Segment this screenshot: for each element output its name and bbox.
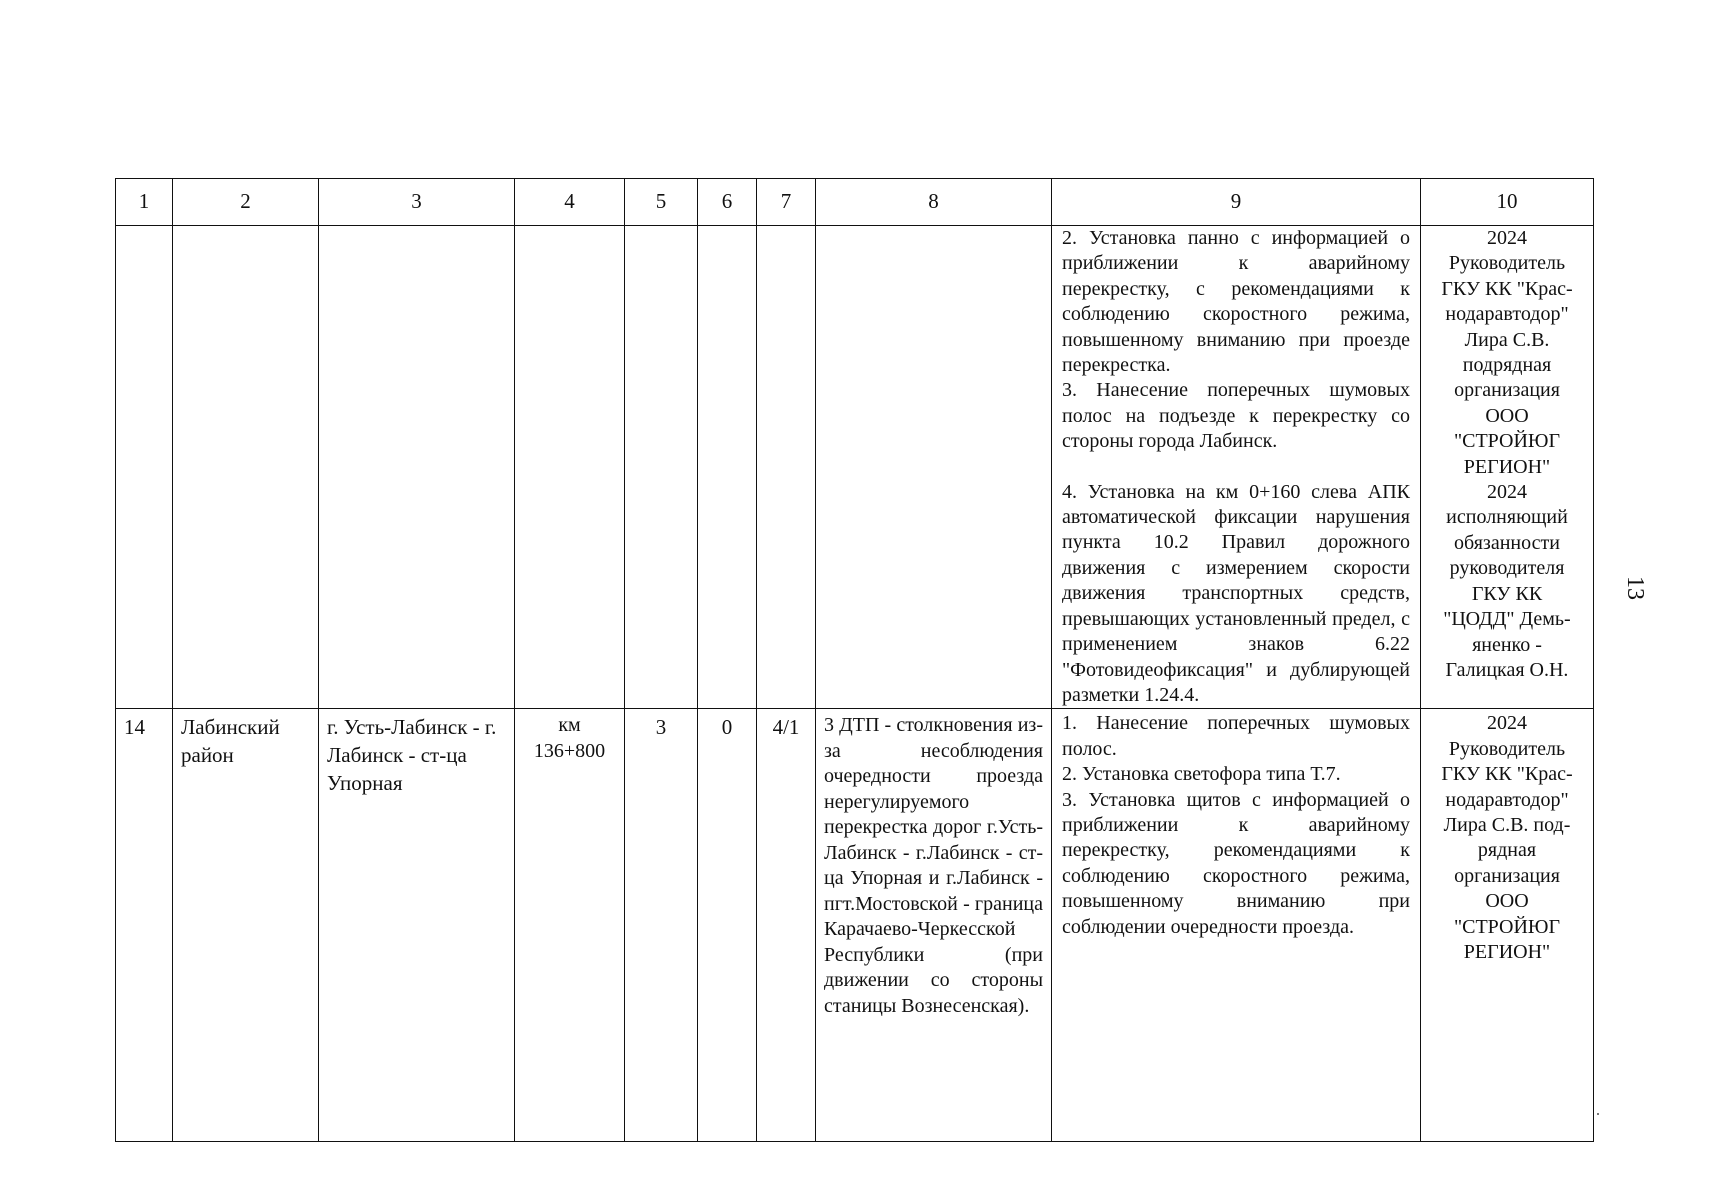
location-unit: км bbox=[558, 714, 581, 737]
cell-empty bbox=[625, 226, 698, 709]
column-header-6: 6 bbox=[698, 179, 757, 226]
measure-item: 2. Установка светофора типа Т.7. bbox=[1062, 763, 1341, 786]
accidents-description: 3 ДТП - столкновения из-за несоблюдения очередности проезда нерегулируемого перекрестка дорог г.Усть-Лабинск - г.Лабинск - ст-ца Упорная и г.Лабинск - пгт.Мостовской - граница Карачаево-Черкесской Республики (при движении со стороны станицы Вознесенская). bbox=[824, 714, 1043, 1017]
responsible-line: РЕГИОН" bbox=[1463, 940, 1551, 963]
column-header-1: 1 bbox=[116, 179, 173, 226]
page-number: 13 bbox=[1622, 576, 1648, 600]
measures-cell bbox=[1052, 226, 1421, 709]
measures-cell bbox=[1052, 709, 1421, 1142]
responsible-line: обязанности bbox=[1454, 531, 1560, 554]
responsible-line: Руководитель bbox=[1448, 252, 1566, 275]
measure-item: 3. Установка щитов с информацией о приближении к аварийному перекрестку, рекомендациями к соблюдению скоростного режима, повышенному вниманию при соблюдении очередности проезда. bbox=[1062, 788, 1410, 938]
responsible-line: яненко - bbox=[1472, 633, 1542, 656]
cell-empty bbox=[515, 226, 625, 709]
column-header-10: 10 bbox=[1421, 179, 1594, 226]
measure-item: 4. Установка на км 0+160 слева АПК автоматической фиксации нарушения пункта 10.2 Правил дорожного движения с измерением скорости движения транспортных средств, превышающих установленный предел, с применением знаков 6.22 "Фотовидеофиксация" и дублирующей разметки 1.24.4. bbox=[1062, 480, 1410, 706]
cell-empty bbox=[757, 226, 816, 709]
column-header-2: 2 bbox=[173, 179, 319, 226]
accidents-cell bbox=[816, 709, 1052, 1142]
responsible-line: ГКУ КК bbox=[1471, 582, 1543, 605]
col7-cell bbox=[757, 709, 816, 1142]
responsible-line: ООО bbox=[1485, 404, 1529, 427]
responsible-line: Руководитель bbox=[1448, 737, 1566, 760]
responsible-line: Лира С.В. bbox=[1464, 328, 1550, 351]
responsible-line: нодаравтодор" bbox=[1445, 788, 1569, 811]
col6-value: 0 bbox=[721, 715, 733, 740]
col6-cell bbox=[698, 709, 757, 1142]
responsible-line: "СТРОЙЮГ bbox=[1453, 430, 1561, 453]
column-header-3: 3 bbox=[319, 179, 515, 226]
col7-value: 4/1 bbox=[772, 715, 800, 740]
row-number: 14 bbox=[124, 715, 145, 740]
responsible-line: Лира С.В. под- bbox=[1443, 813, 1571, 836]
column-header-row bbox=[116, 179, 1594, 226]
responsible-line: 2024 bbox=[1487, 481, 1527, 504]
responsible-cell bbox=[1421, 709, 1594, 1142]
measure-item: 2. Установка панно с информацией о приближении к аварийному перекрестку, с рекомендациями к соблюдению скоростного режима, повышенному вниманию при проезде перекрестка. bbox=[1062, 227, 1410, 377]
responsible-cell bbox=[1421, 226, 1594, 709]
responsible-line: ГКУ КК "Крас- bbox=[1441, 763, 1573, 786]
responsible-line: "ЦОДД" Демь- bbox=[1443, 608, 1571, 631]
responsible-line: исполняющий bbox=[1446, 506, 1568, 529]
cell-empty bbox=[116, 226, 173, 709]
column-header-4: 4 bbox=[515, 179, 625, 226]
location-km: 136+800 bbox=[533, 739, 606, 762]
responsible-line: ООО bbox=[1485, 890, 1529, 913]
cell-empty bbox=[173, 226, 319, 709]
responsible-line: руководителя bbox=[1449, 557, 1565, 580]
responsible-line: подрядная bbox=[1462, 354, 1552, 377]
paragraph-gap bbox=[1062, 455, 1410, 480]
district-cell bbox=[173, 709, 319, 1142]
responsible-line: 2024 bbox=[1487, 227, 1527, 249]
measure-item: 1. Нанесение поперечных шумовых полос. bbox=[1062, 712, 1410, 760]
measure-item: 3. Нанесение поперечных шумовых полос на подъезде к перекрестку со стороны города Лабинск. bbox=[1062, 379, 1410, 453]
responsible-line: нодаравтодор" bbox=[1445, 303, 1569, 326]
column-header-9: 9 bbox=[1052, 179, 1421, 226]
cell-empty bbox=[319, 226, 515, 709]
column-header-7: 7 bbox=[757, 179, 816, 226]
cell-empty bbox=[698, 226, 757, 709]
row-number-cell bbox=[116, 709, 173, 1142]
road-name: г. Усть-Лабинск - г. Лабинск - ст-ца Упорная bbox=[327, 715, 497, 796]
responsible-line: "СТРОЙЮГ bbox=[1453, 915, 1561, 938]
table-row-14 bbox=[116, 709, 1594, 1142]
location-cell bbox=[515, 709, 625, 1142]
table-row-continuation bbox=[116, 226, 1594, 709]
col5-cell bbox=[625, 709, 698, 1142]
responsible-line: рядная bbox=[1477, 839, 1537, 862]
responsible-line: 2024 bbox=[1487, 712, 1527, 735]
responsible-line: Галицкая О.Н. bbox=[1445, 658, 1569, 681]
responsible-line: организация bbox=[1454, 864, 1560, 887]
measures-table bbox=[115, 178, 1594, 1142]
responsible-line: организация bbox=[1454, 379, 1560, 402]
responsible-line: РЕГИОН" bbox=[1463, 455, 1551, 478]
scan-speck bbox=[1597, 1113, 1599, 1115]
col5-value: 3 bbox=[655, 715, 667, 740]
column-header-5: 5 bbox=[625, 179, 698, 226]
road-cell bbox=[319, 709, 515, 1142]
cell-empty bbox=[816, 226, 1052, 709]
district-name: Лабинский район bbox=[181, 715, 280, 768]
responsible-line: ГКУ КК "Крас- bbox=[1441, 277, 1573, 300]
column-header-8: 8 bbox=[816, 179, 1052, 226]
